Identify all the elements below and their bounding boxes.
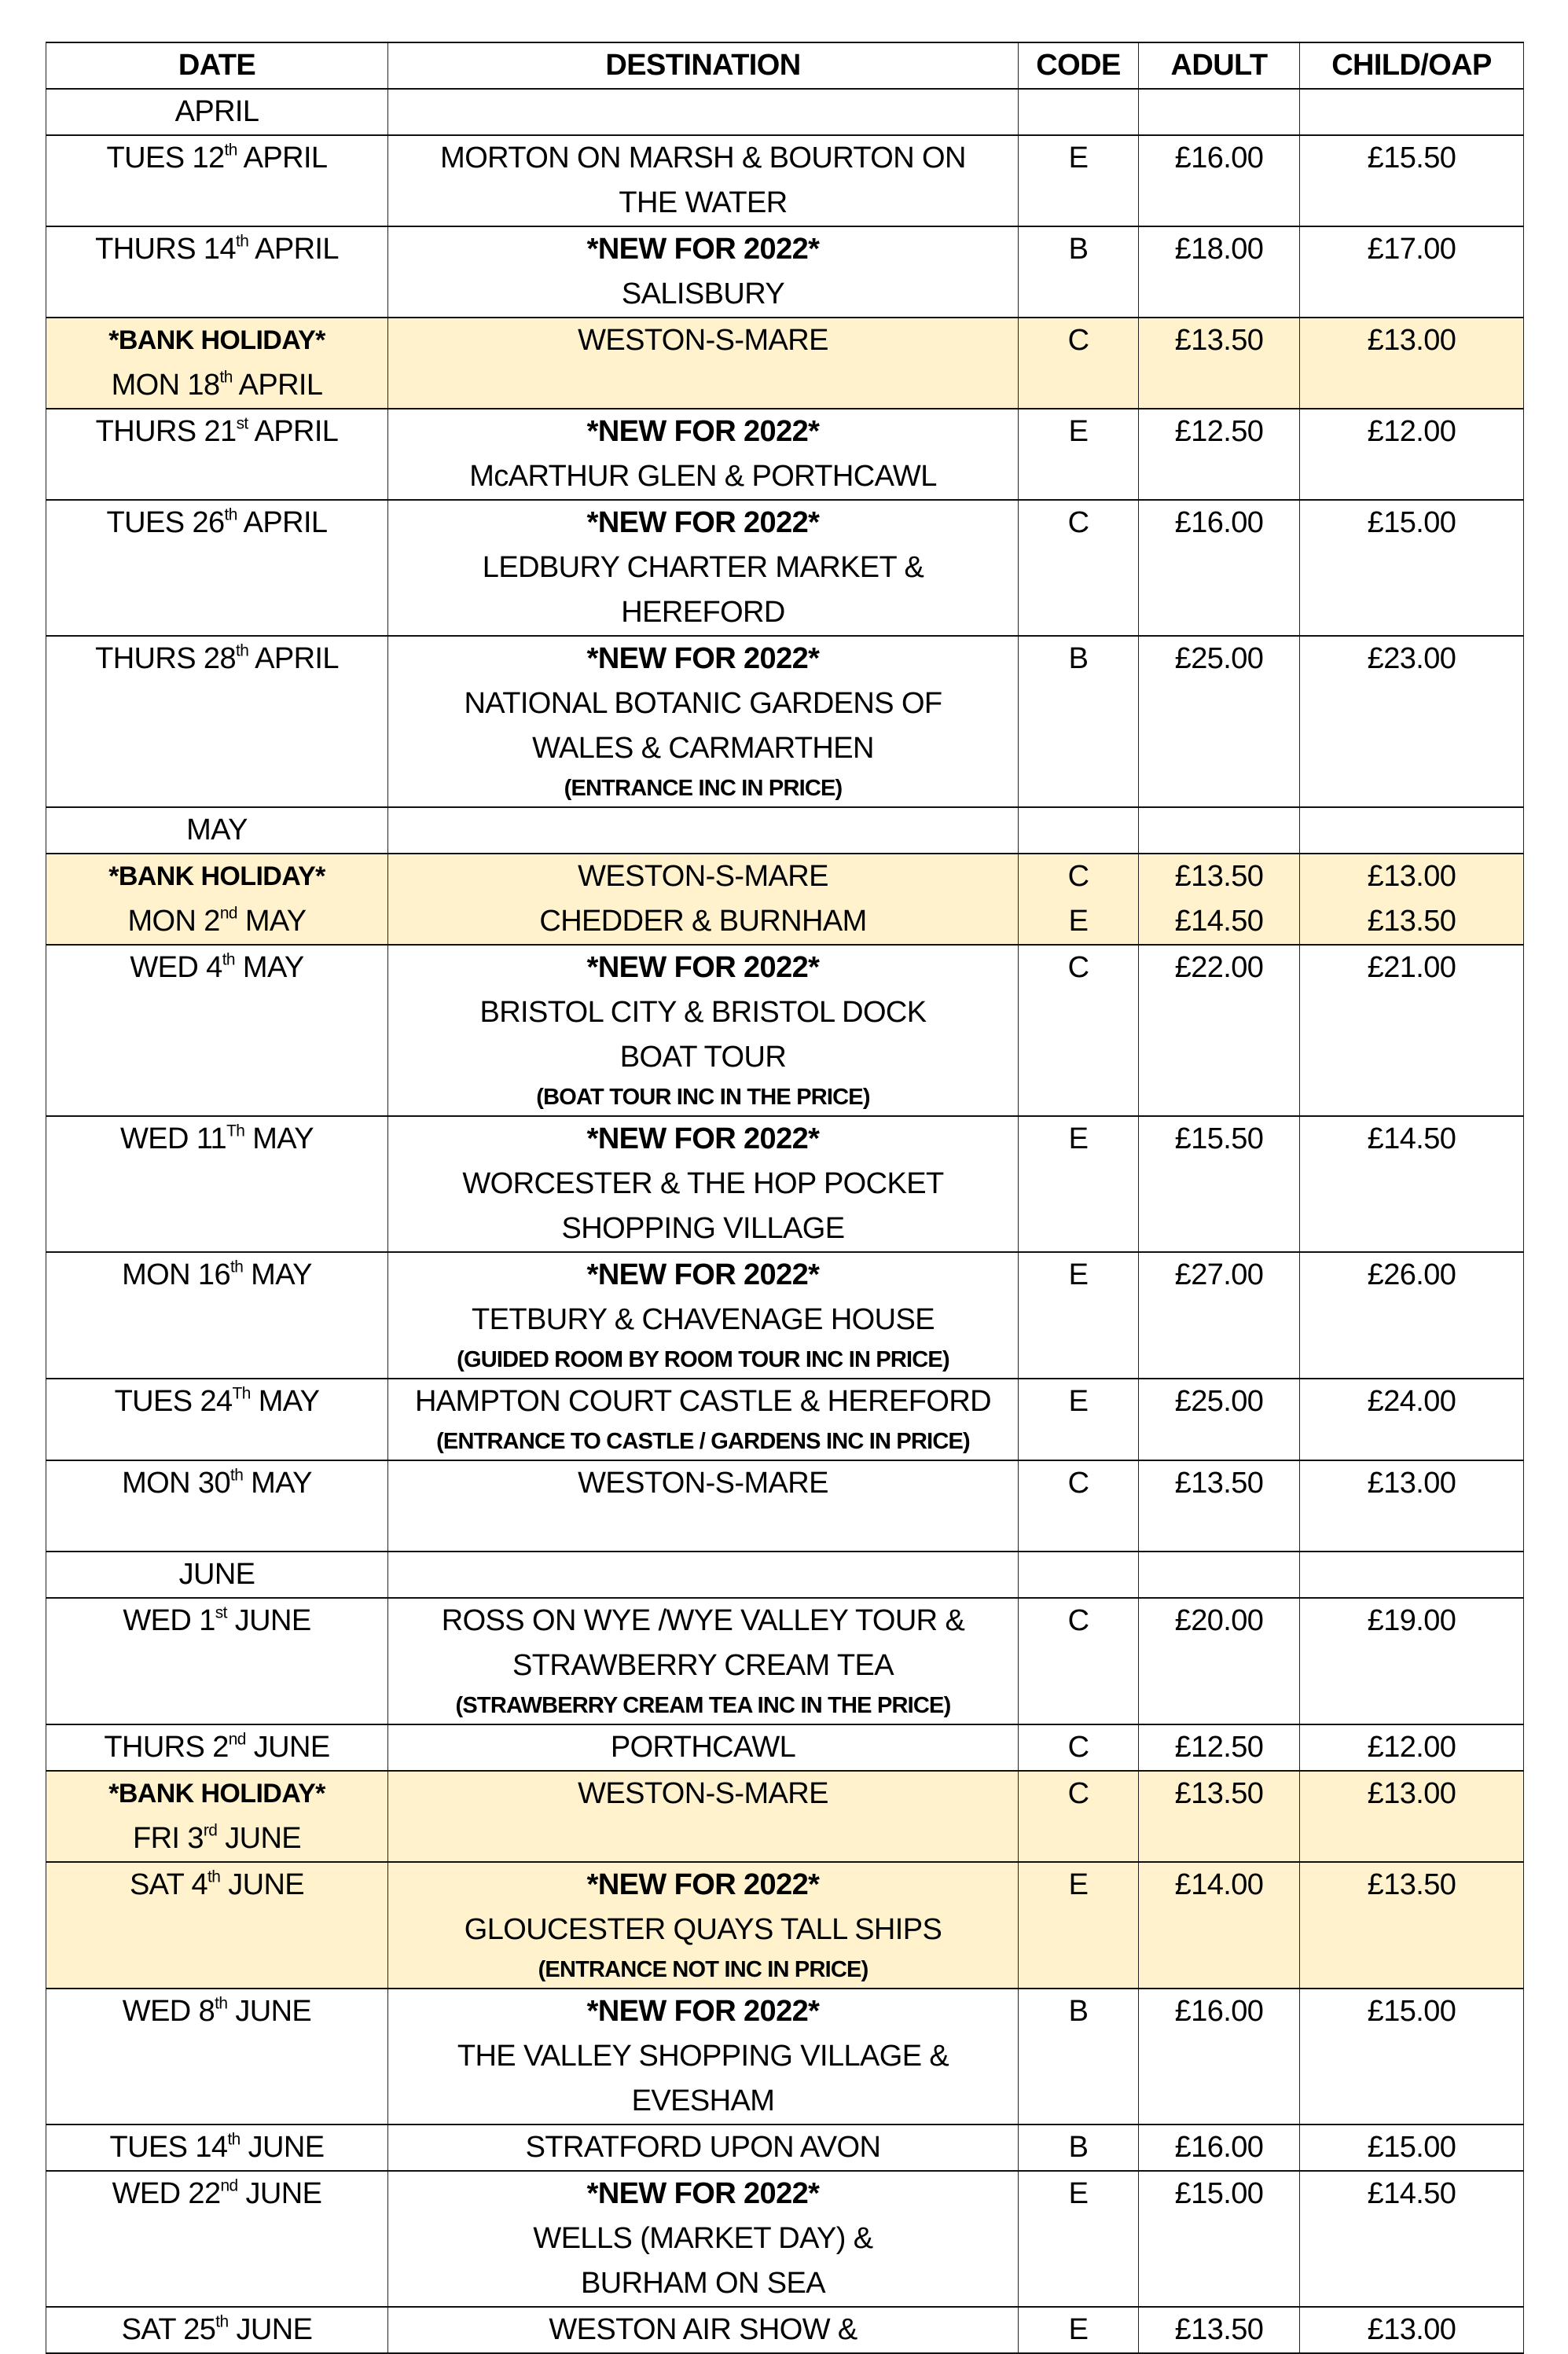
date-ordinal-suffix: th [227,2130,241,2149]
date-cell [46,854,388,945]
table-row [46,1252,1524,1379]
code-value: B [1068,2131,1089,2164]
destination-text: McARTHUR GLEN & PORTHCAWL [469,460,937,493]
destination-note: (BOAT TOUR INC IN THE PRICE) [536,1085,870,1110]
date-ordinal-suffix: nd [220,2176,238,2195]
child-oap-price-value: £24.00 [1367,1385,1456,1418]
table-row [46,1379,1524,1460]
destination-text: SHOPPING VILLAGE [561,1212,845,1245]
header-row [46,42,1524,89]
child-oap-price-value: £15.00 [1367,506,1456,539]
destination-text: NATIONAL BOTANIC GARDENS OF [464,687,942,720]
adult-price-value: £25.00 [1174,1385,1264,1418]
child-oap-price-cell [1300,1598,1524,1724]
date-ordinal-suffix: th [215,1994,228,2013]
child-oap-price-cell [1300,318,1524,409]
child-oap-price-cell [1300,135,1524,226]
destination-cell [388,1252,1019,1379]
destination-text: BOAT TOUR [619,1041,787,1074]
destination-text: WESTON-S-MARE [578,860,828,893]
code-cell [1019,135,1139,226]
child-oap-price-cell [1300,1989,1524,2124]
destination-note: (ENTRANCE TO CASTLE / GARDENS INC IN PRICE) [436,1429,970,1454]
adult-price-cell [1139,409,1300,500]
date-text: TUES 12th APRIL [106,141,328,174]
date-ordinal-suffix: th [224,505,237,524]
child-oap-price-cell [1300,945,1524,1116]
destination-cell [388,135,1019,226]
destination-note: (ENTRANCE INC IN PRICE) [564,776,843,801]
child-oap-price-value: £21.00 [1367,951,1456,984]
date-text: TUES 26th APRIL [106,505,328,539]
date-text: WED 4th MAY [130,950,304,984]
new-for-2022-badge: *NEW FOR 2022* [586,233,820,266]
new-for-2022-badge: *NEW FOR 2022* [586,1995,820,2028]
adult-price-cell [1139,1862,1300,1989]
empty-cell [1300,89,1524,135]
date-ordinal-suffix: st [215,1603,227,1622]
code-value: C [1067,1777,1089,1810]
date-ordinal-suffix: th [236,232,249,251]
month-label: APRIL [46,89,388,135]
date-ordinal-suffix: th [215,2312,229,2331]
header-date: DATE [46,42,388,89]
adult-price-cell [1139,945,1300,1116]
blank-line [391,1506,1015,1551]
date-text: MON 2nd MAY [127,904,307,938]
date-cell [46,318,388,409]
new-for-2022-badge: *NEW FOR 2022* [586,506,820,539]
date-text: WED 22nd JUNE [112,2176,322,2210]
date-cell [46,1771,388,1862]
table-row [46,135,1524,226]
date-ordinal-suffix: rd [203,1821,218,1840]
header-destination: DESTINATION [388,42,1019,89]
child-oap-price-cell [1300,500,1524,636]
destination-text: SALISBURY [621,277,785,310]
adult-price-value: £14.00 [1174,1868,1264,1901]
child-oap-price-cell [1300,1771,1524,1862]
code-value: E [1068,415,1089,448]
date-text: MON 30th MAY [122,1466,312,1500]
code-value: C [1067,860,1089,893]
table-row [46,1116,1524,1252]
child-oap-price-cell [1300,1862,1524,1989]
destination-text: WALES & CARMARTHEN [532,732,874,765]
code-value: C [1067,324,1089,357]
child-oap-price-value: £13.00 [1367,1777,1456,1810]
code-value: E [1068,1122,1089,1155]
code-value: E [1068,1385,1089,1418]
empty-cell [388,89,1019,135]
destination-text: MORTON ON MARSH & BOURTON ON [440,141,966,174]
code-cell [1019,318,1139,409]
table-row [46,1989,1524,2124]
adult-price-cell [1139,226,1300,318]
schedule-body [46,89,1524,2353]
new-for-2022-badge: *NEW FOR 2022* [586,1868,820,1901]
child-oap-price-cell [1300,2124,1524,2171]
destination-text: WORCESTER & THE HOP POCKET [462,1167,944,1200]
new-for-2022-badge: *NEW FOR 2022* [586,1122,820,1155]
date-cell [46,2124,388,2171]
date-cell [46,2171,388,2307]
child-oap-price-cell [1300,854,1524,945]
destination-text: BRISTOL CITY & BRISTOL DOCK [479,996,927,1029]
destination-note: (STRAWBERRY CREAM TEA INC IN THE PRICE) [455,1693,951,1718]
destination-text: WESTON-S-MARE [578,1467,828,1500]
date-ordinal-suffix: Th [232,1384,251,1403]
month-label: JUNE [46,1552,388,1598]
table-row [46,1862,1524,1989]
destination-text: WESTON-S-MARE [578,1777,828,1810]
date-ordinal-suffix: Th [226,1122,245,1140]
child-oap-price-cell [1300,2171,1524,2307]
code-value: E [1068,2177,1089,2210]
new-for-2022-badge: *NEW FOR 2022* [586,2177,820,2210]
date-text: SAT 4th JUNE [129,1867,305,1901]
month-row [46,807,1524,854]
destination-text: STRAWBERRY CREAM TEA [512,1649,894,1682]
code-cell [1019,636,1139,807]
code-cell [1019,1252,1139,1379]
adult-price-value: £13.50 [1174,2313,1264,2346]
month-row [46,1552,1524,1598]
adult-price-cell [1139,854,1300,945]
destination-text: CHEDDER & BURNHAM [539,905,867,938]
destination-text: ROSS ON WYE /WYE VALLEY TOUR & [441,1604,965,1637]
adult-price-value: £22.00 [1174,951,1264,984]
child-oap-price-value: £23.00 [1367,642,1456,675]
date-cell [46,409,388,500]
code-cell [1019,1460,1139,1552]
child-oap-price-value: £13.50 [1367,1868,1456,1901]
child-oap-price-value: £13.50 [1367,905,1456,938]
adult-price-cell [1139,318,1300,409]
code-value: E [1068,905,1089,938]
date-cell [46,1116,388,1252]
date-cell [46,1379,388,1460]
adult-price-value: £20.00 [1174,1604,1264,1637]
code-value: B [1068,642,1089,675]
child-oap-price-cell [1300,1379,1524,1460]
code-cell [1019,2124,1139,2171]
table-row [46,500,1524,636]
adult-price-cell [1139,2124,1300,2171]
adult-price-value: £15.50 [1174,1122,1264,1155]
date-ordinal-suffix: th [222,950,235,969]
child-oap-price-value: £12.00 [1367,1731,1456,1764]
new-for-2022-badge: *NEW FOR 2022* [586,1258,820,1291]
table-row [46,854,1524,945]
child-oap-price-value: £14.50 [1367,2177,1456,2210]
adult-price-cell [1139,1989,1300,2124]
child-oap-price-value: £15.00 [1367,1995,1456,2028]
code-cell [1019,854,1139,945]
adult-price-cell [1139,1460,1300,1552]
bank-holiday-label: *BANK HOLIDAY* [108,861,325,891]
destination-cell [388,854,1019,945]
empty-cell [1139,1552,1300,1598]
adult-price-value: £12.50 [1174,415,1264,448]
empty-cell [1019,807,1139,854]
date-cell [46,945,388,1116]
table-row [46,2171,1524,2307]
destination-note: (GUIDED ROOM BY ROOM TOUR INC IN PRICE) [457,1347,949,1372]
date-text: MON 16th MAY [122,1258,312,1291]
date-text: THURS 2nd JUNE [104,1730,330,1764]
adult-price-value: £13.50 [1174,324,1264,357]
code-value: B [1068,1995,1089,2028]
excursion-schedule-table [46,42,1524,2354]
destination-cell [388,1724,1019,1771]
child-oap-price-value: £13.00 [1367,2313,1456,2346]
destination-text: TETBURY & CHAVENAGE HOUSE [472,1303,935,1336]
header-adult: ADULT [1139,42,1300,89]
date-cell [46,1862,388,1989]
table-row [46,409,1524,500]
destination-text: HAMPTON COURT CASTLE & HEREFORD [414,1385,992,1418]
adult-price-value: £27.00 [1174,1258,1264,1291]
code-cell [1019,2307,1139,2353]
date-text: TUES 14th JUNE [109,2130,325,2164]
adult-price-cell [1139,1116,1300,1252]
destination-cell [388,1771,1019,1862]
adult-price-cell [1139,1771,1300,1862]
adult-price-value: £25.00 [1174,642,1264,675]
date-text: WED 1st JUNE [123,1603,311,1637]
new-for-2022-badge: *NEW FOR 2022* [586,642,820,675]
table-row [46,2124,1524,2171]
code-value: C [1067,951,1089,984]
date-text: THURS 21st APRIL [95,414,339,448]
destination-text: EVESHAM [631,2084,775,2117]
adult-price-cell [1139,2171,1300,2307]
date-cell [46,500,388,636]
code-cell [1019,1116,1139,1252]
code-value: E [1068,1258,1089,1291]
code-cell [1019,1598,1139,1724]
code-value: B [1068,233,1089,266]
adult-price-value: £13.50 [1174,1777,1264,1810]
destination-cell [388,636,1019,807]
date-ordinal-suffix: th [219,368,233,387]
destination-cell [388,2124,1019,2171]
destination-cell [388,318,1019,409]
date-ordinal-suffix: nd [228,1730,246,1749]
destination-cell [388,1116,1019,1252]
destination-text: PORTHCAWL [610,1731,796,1764]
code-value: C [1067,1731,1089,1764]
date-cell [46,1252,388,1379]
adult-price-value: £14.50 [1174,905,1264,938]
date-ordinal-suffix: th [230,1466,244,1485]
code-cell [1019,2171,1139,2307]
child-oap-price-cell [1300,1252,1524,1379]
table-row [46,318,1524,409]
date-cell [46,2307,388,2353]
date-ordinal-suffix: th [224,141,237,160]
adult-price-value: £16.00 [1174,506,1264,539]
destination-text: WESTON-S-MARE [578,324,828,357]
adult-price-cell [1139,1724,1300,1771]
adult-price-cell [1139,135,1300,226]
bank-holiday-label: *BANK HOLIDAY* [108,325,325,355]
adult-price-cell [1139,1598,1300,1724]
header-child-oap: CHILD/OAP [1300,42,1524,89]
destination-text: LEDBURY CHARTER MARKET & [482,551,924,584]
empty-cell [1019,89,1139,135]
table-row [46,1598,1524,1724]
code-cell [1019,500,1139,636]
empty-cell [388,807,1019,854]
date-cell [46,636,388,807]
table-row [46,1771,1524,1862]
code-value: C [1067,1467,1089,1500]
date-ordinal-suffix: th [230,1258,244,1276]
date-text: FRI 3rd JUNE [132,1821,302,1855]
child-oap-price-value: £26.00 [1367,1258,1456,1291]
child-oap-price-cell [1300,2307,1524,2353]
code-cell [1019,1862,1139,1989]
date-ordinal-suffix: th [207,1867,221,1886]
destination-text: STRATFORD UPON AVON [525,2131,881,2164]
date-ordinal-suffix: nd [219,904,237,923]
date-cell [46,135,388,226]
child-oap-price-value: £15.00 [1367,2131,1456,2164]
destination-text: HEREFORD [621,596,785,629]
destination-cell [388,226,1019,318]
child-oap-price-cell [1300,226,1524,318]
destination-text: THE WATER [619,186,788,219]
destination-cell [388,2307,1019,2353]
empty-cell [1139,89,1300,135]
adult-price-value: £13.50 [1174,860,1264,893]
adult-price-value: £13.50 [1174,1467,1264,1500]
date-text: THURS 14th APRIL [95,232,339,266]
code-cell [1019,1379,1139,1460]
child-oap-price-cell [1300,1724,1524,1771]
code-value: C [1067,506,1089,539]
date-text: THURS 28th APRIL [95,641,339,675]
adult-price-cell [1139,2307,1300,2353]
code-cell [1019,226,1139,318]
adult-price-value: £16.00 [1174,1995,1264,2028]
child-oap-price-cell [1300,409,1524,500]
code-value: E [1068,2313,1089,2346]
destination-cell [388,1460,1019,1552]
destination-text: WELLS (MARKET DAY) & [533,2222,873,2255]
empty-cell [388,1552,1019,1598]
code-cell [1019,1724,1139,1771]
date-cell [46,1989,388,2124]
destination-text: GLOUCESTER QUAYS TALL SHIPS [464,1913,942,1946]
child-oap-price-value: £13.00 [1367,1467,1456,1500]
child-oap-price-value: £17.00 [1367,233,1456,266]
empty-cell [1019,1552,1139,1598]
destination-text: BURHAM ON SEA [580,2267,826,2300]
date-text: WED 8th JUNE [122,1994,312,2028]
adult-price-value: £16.00 [1174,2131,1264,2164]
table-row [46,636,1524,807]
child-oap-price-value: £14.50 [1367,1122,1456,1155]
destination-cell [388,409,1019,500]
destination-cell [388,1989,1019,2124]
destination-cell [388,1598,1019,1724]
bank-holiday-label: *BANK HOLIDAY* [108,1779,325,1809]
new-for-2022-badge: *NEW FOR 2022* [586,951,820,984]
adult-price-cell [1139,636,1300,807]
code-cell [1019,409,1139,500]
empty-cell [1300,807,1524,854]
date-text: TUES 24Th MAY [114,1384,320,1418]
adult-price-value: £18.00 [1174,233,1264,266]
date-ordinal-suffix: th [236,641,249,660]
destination-text: THE VALLEY SHOPPING VILLAGE & [457,2040,949,2073]
child-oap-price-cell [1300,1116,1524,1252]
code-cell [1019,945,1139,1116]
date-text: SAT 25th JUNE [121,2312,313,2346]
destination-cell [388,2171,1019,2307]
destination-text: WESTON AIR SHOW & [549,2313,857,2346]
date-cell [46,1598,388,1724]
child-oap-price-value: £15.50 [1367,141,1456,174]
adult-price-cell [1139,1252,1300,1379]
code-value: E [1068,141,1089,174]
table-row [46,1460,1524,1552]
code-value: E [1068,1868,1089,1901]
child-oap-price-cell [1300,1460,1524,1552]
empty-cell [1300,1552,1524,1598]
date-cell [46,1460,388,1552]
table-row [46,2307,1524,2353]
adult-price-cell [1139,500,1300,636]
adult-price-value: £12.50 [1174,1731,1264,1764]
destination-cell [388,500,1019,636]
table-row [46,226,1524,318]
child-oap-price-value: £13.00 [1367,860,1456,893]
destination-cell [388,945,1019,1116]
adult-price-value: £15.00 [1174,2177,1264,2210]
code-value: C [1067,1604,1089,1637]
date-ordinal-suffix: st [236,414,248,433]
adult-price-value: £16.00 [1174,141,1264,174]
destination-cell [388,1862,1019,1989]
header-code: CODE [1019,42,1139,89]
date-cell [46,226,388,318]
date-text: MON 18th APRIL [111,368,323,402]
child-oap-price-value: £12.00 [1367,415,1456,448]
date-text: WED 11Th MAY [120,1122,314,1155]
destination-note: (ENTRANCE NOT INC IN PRICE) [538,1957,868,1982]
month-row [46,89,1524,135]
empty-cell [1139,807,1300,854]
adult-price-cell [1139,1379,1300,1460]
child-oap-price-value: £19.00 [1367,1604,1456,1637]
code-cell [1019,1989,1139,2124]
new-for-2022-badge: *NEW FOR 2022* [586,415,820,448]
month-label: MAY [46,807,388,854]
child-oap-price-value: £13.00 [1367,324,1456,357]
child-oap-price-cell [1300,636,1524,807]
table-row [46,945,1524,1116]
date-cell [46,1724,388,1771]
code-cell [1019,1771,1139,1862]
destination-cell [388,1379,1019,1460]
table-row [46,1724,1524,1771]
